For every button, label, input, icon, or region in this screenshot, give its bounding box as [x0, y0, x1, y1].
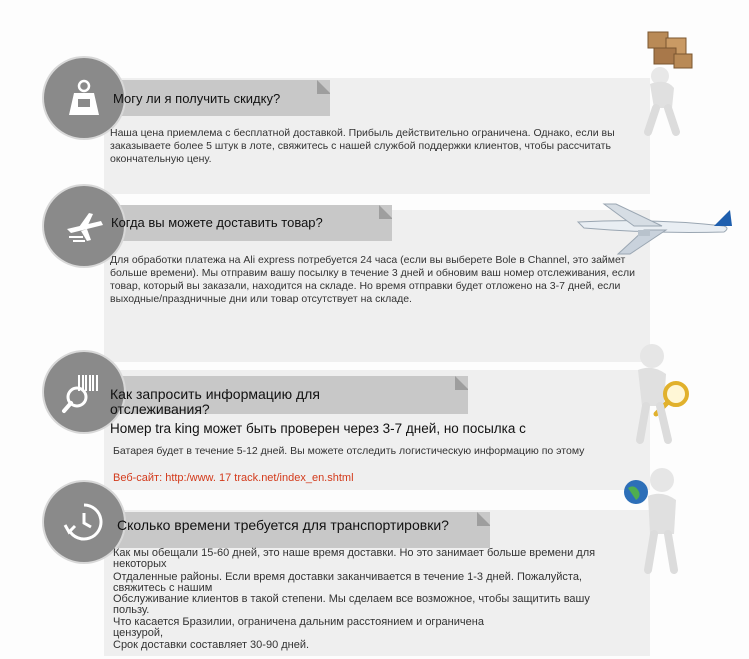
faq-answer-4-line4: Что касается Бразилии, ограничена дальним расстоянием и ограничена цензурой,: [113, 616, 484, 639]
globe-figure-icon: [618, 462, 702, 574]
clock-arrow-icon: [44, 482, 124, 562]
faq-answer-2: Для обработки платежа на Ali express потребуется 24 часа (если вы выберете Bole в Channel, это займет больше времени). Мы отправим вашу посылку в течение 3 дней и обновим ваш номер отслеживания, если товар, который вы заказали, находится на складе. Но время отправки будет отложено на 3-7 дней, если выходные/праздничные дни или товар отсутствует на складе.: [110, 254, 636, 305]
faq-question-3-line2: отслеживания?: [110, 401, 210, 417]
faq-answer-3: Батарея будет в течение 5-12 дней. Вы можете отследить логистическую информацию по этому: [113, 445, 585, 457]
faq-answer-4-line1: Как мы обещали 15-60 дней, это наше время доставки. Но это занимает больше времени для некоторых: [113, 547, 596, 570]
scale-icon: [44, 58, 124, 138]
airplane-icon: [574, 196, 734, 256]
faq-answer-4-line2: Отдаленные районы. Если время доставки заканчивается в течение 1-3 дней. Пожалуйста, свяжитесь с нашим: [113, 571, 582, 594]
faq-question-4: Сколько времени требуется для транспортировки?: [117, 517, 449, 533]
boxes-figure-icon: [630, 26, 702, 136]
faq-question-2: Когда вы можете доставить товар?: [111, 215, 323, 230]
faq-question-1: Могу ли я получить скидку?: [113, 91, 281, 106]
magnifier-figure-icon: [616, 336, 700, 446]
faq-question-3-line1: Как запросить информацию для: [110, 386, 320, 402]
faq-subline-3: Номер tra king может быть проверен через 3-7 дней, но посылка с: [110, 421, 526, 436]
faq-answer-1: Наша цена приемлема с бесплатной доставкой. Прибыль действительно ограничена. Однако, если вы заказываете более 5 штук в лоте, свяжитесь с нашей службой поддержки клиентов, чтобы рассчитать окончательную цену.: [110, 127, 615, 165]
faq-answer-4-line5: Срок доставки составляет 30-90 дней.: [113, 639, 310, 651]
faq-answer-4-line3: Обслуживание клиентов в такой степени. Мы сделаем все возможное, чтобы защитить вашу пользу.: [113, 593, 590, 616]
tracking-website-link[interactable]: Веб-сайт: http:/www. 17 track.net/index_en.shtml: [113, 472, 354, 484]
